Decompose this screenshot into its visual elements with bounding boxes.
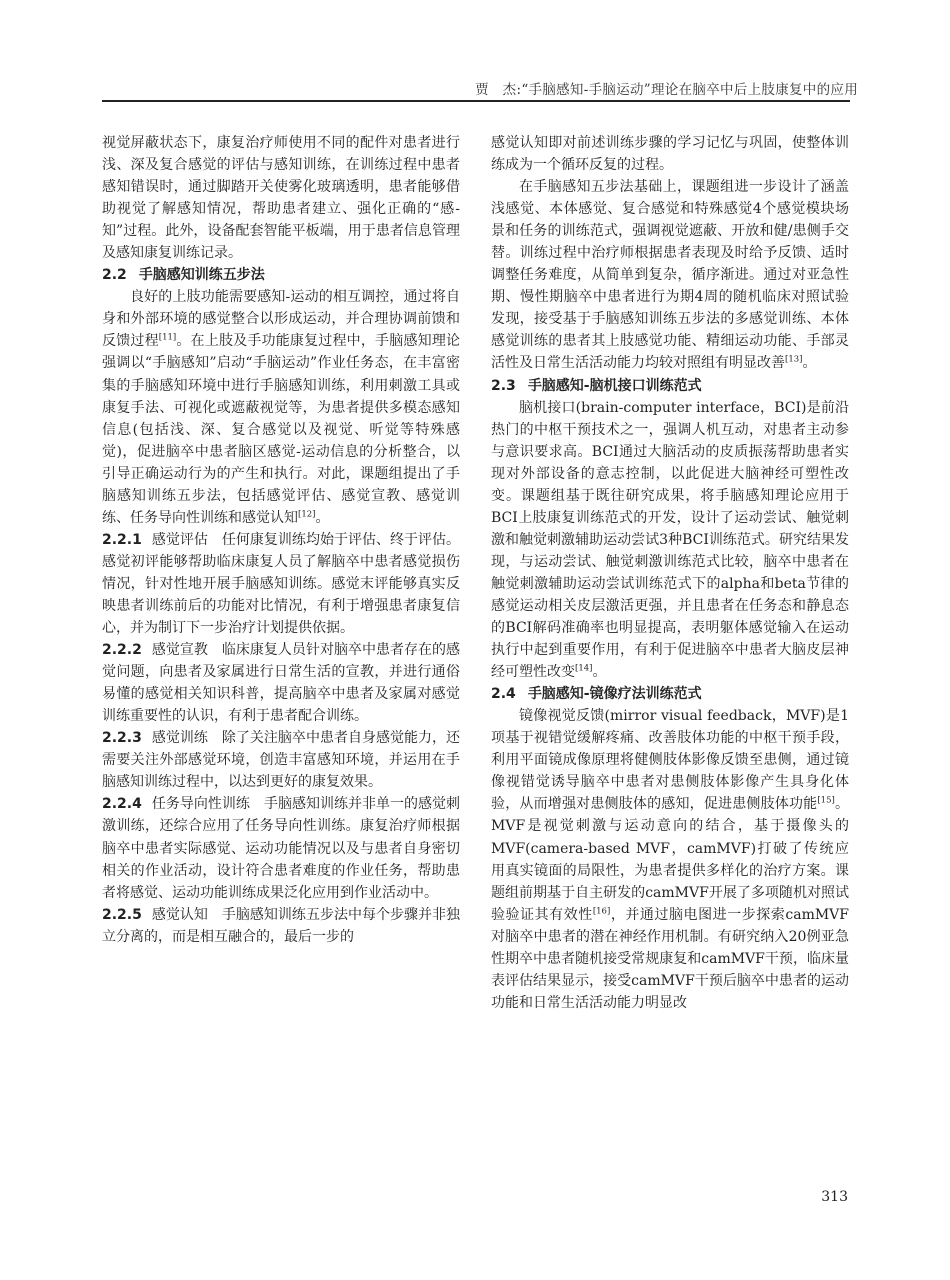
citation-12: [12] xyxy=(298,509,316,520)
subsection-2-2-5 xyxy=(102,904,460,948)
paragraph-text: 良好的上肢功能需要感知-运动的相互调控，通过将自身和外部环境的感觉整合以形成运动，并合理协调前馈和反馈过程 xyxy=(102,289,460,350)
paragraph-text: 。 xyxy=(592,664,607,681)
section-title: 手脑感知-脑机接口训练范式 xyxy=(527,377,702,394)
section-2-2-heading xyxy=(102,264,460,286)
subsection-number: 2.2.4 xyxy=(102,796,142,813)
paragraph-text: 镜像视觉反馈(mirror visual feedback，MVF)是1项基于视错觉缓解疼痛、改善肢体功能的中枢干预手段，利用平面镜成像原理将健侧肢体影像反馈至患侧，通过镜像视错觉诱导脑卒中患者对患侧肢体影像产生具身化体验，从而增强对患侧肢体的感知，促进患侧肢体功能 xyxy=(491,708,849,813)
subsection-text: 手脑感知训练并非单一的感觉刺激训练，还综合应用了任务导向性训练。康复治疗师根据脑卒中患者实际感觉、运动功能情况以及与患者自身密切相关的作业活动，设计符合患者难度的作业任务，帮助患者将感觉、运动功能训练成果泛化应用到作业活动中。 xyxy=(102,796,461,901)
subsection-title: 任务导向性训练 xyxy=(151,796,250,813)
subsection-title: 感觉认知 xyxy=(151,906,208,923)
section-2-3-heading xyxy=(491,375,849,397)
citation-14: [14] xyxy=(575,663,593,674)
paragraph-text: ，并通过脑电图进一步探索camMVF对脑卒中患者的潜在神经作用机制。有研究纳入20例亚急性期卒中患者随机接受常规康复和camMVF干预，临床量表评估结果显示，接受camMVF干预后脑卒中患者的运动功能和日常生活活动能力明显改 xyxy=(491,906,850,1011)
subsection-number: 2.2.1 xyxy=(102,531,142,548)
subsection-2-2-3 xyxy=(102,727,460,793)
subsection-2-2-2 xyxy=(102,639,460,727)
section-2-4-paragraph xyxy=(491,705,849,1014)
paragraph-text: 脑机接口(brain-computer interface，BCI)是前沿热门的中枢干预技术之一，强调人机互动，对患者主动参与意识要求高。BCI通过大脑活动的皮质振荡帮助患者实现对外部设备的意志控制，以此促进大脑神经可塑性改变。课题组基于既往研究成果，将手脑感知理论应用于BCI上肢康复训练范式的开发，设计了运动尝试、触觉刺激和触觉刺激辅助运动尝试3种BCI训练范式。研究结果发现，与运动尝试、触觉刺激训练范式比较，脑卒中患者在触觉刺激辅助运动尝试训练范式下的alpha和beta节律的感觉运动相关皮层激活更强，并且患者在任务态和静息态的BCI解码准确率也明显提高，表明躯体感觉输入在运动执行中起到重要作用，有利于促进脑卒中患者大脑皮层神经可塑性改变 xyxy=(491,399,849,681)
section-2-2-paragraph xyxy=(102,286,460,529)
right-column xyxy=(491,132,849,1014)
citation-16: [16] xyxy=(592,905,611,916)
intro-paragraph: 视觉屏蔽状态下，康复治疗师使用不同的配件对患者进行浅、深及复合感觉的评估与感知训练，在训练过程中患者感知错误时，通过脚踏开关使雾化玻璃透明，患者能够借助视觉了解感知情况，帮助患者建立、强化正确的“感-知”过程。此外，设备配套智能平板端，用于患者信息管理及感知康复训练记录。 xyxy=(102,135,460,262)
paragraph-text: 。MVF是视觉刺激与运动意向的结合，基于摄像头的MVF(camera-based MVF，camMVF)打破了传统应用真实镜面的局限性，为患者提供多样化的治疗方案。课题组前期基于自主研发的camMVF开展了多项随机对照试验验证其有效性 xyxy=(491,796,850,923)
left-column xyxy=(102,132,460,948)
subsection-number: 2.2.3 xyxy=(102,730,142,747)
continuation-paragraph: 感觉认知即对前述训练步骤的学习记忆与巩固，使整体训练成为一个循环反复的过程。 xyxy=(491,135,849,174)
section-number: 2.3 xyxy=(491,377,516,394)
section-2-4-heading xyxy=(491,683,849,705)
citation-11: [11] xyxy=(158,332,177,343)
section-2-3-paragraph xyxy=(491,397,849,684)
subsection-text: 临床康复人员针对脑卒中患者存在的感觉问题，向患者及家属进行日常生活的宣教，并进行通俗易懂的感觉相关知识科普，提高脑卒中患者及家属对感觉训练重要性的认识，有利于患者配合训练。 xyxy=(102,642,461,725)
subsection-number: 2.2.5 xyxy=(102,906,142,923)
paragraph-text: 。 xyxy=(315,509,330,526)
section-title: 手脑感知-镜像疗法训练范式 xyxy=(527,686,702,703)
subsection-2-2-4 xyxy=(102,793,460,903)
subsection-text: 除了关注脑卒中患者自身感觉能力，还需要关注外部感觉环境，创造丰富感知环境，并运用在手脑感知训练过程中，以达到更好的康复效果。 xyxy=(102,730,461,791)
paragraph-text: 。在上肢及手功能康复过程中，手脑感知理论强调以“手脑感知”启动“手脑运动”作业任务态，在丰富密集的手脑感知环境中进行手脑感知训练，利用刺激工具或康复手法、可视化或遮蔽视觉等，为患者提供多模态感知信息(包括浅、深、复合感觉以及视觉、听觉等特殊感觉)，促进脑卒中患者脑区感觉-运动信息的分析整合，以引导正确运动行为的产生和执行。对此，课题组提出了手脑感知训练五步法，包括感觉评估、感觉宣教、感觉训练、任务导向性训练和感觉认知 xyxy=(102,333,461,526)
subsection-text: 任何康复训练均始于评估、终于评估。感觉初评能够帮助临床康复人员了解脑卒中患者感觉损伤情况，针对性地开展手脑感知训练。感觉末评能够真实反映患者训练前后的功能对比情况，有利于增强患者康复信心，并为制订下一步治疗计划提供依据。 xyxy=(102,531,461,637)
citation-13: [13] xyxy=(785,354,803,365)
subsection-number: 2.2.2 xyxy=(102,642,142,659)
subsection-title: 感觉宣教 xyxy=(151,642,208,659)
citation-15: [15] xyxy=(817,795,835,806)
page-number: 313 xyxy=(821,1189,848,1205)
paragraph-text: 。 xyxy=(802,355,817,372)
subsection-title: 感觉评估 xyxy=(151,531,208,548)
paragraph-text: 在手脑感知五步法基础上，课题组进一步设计了涵盖浅感觉、本体感觉、复合感觉和特殊感觉4个感觉模块场景和任务的训练范式，强调视觉遮蔽、开放和健/患侧手交替。训练过程中治疗师根据患者表现及时给予反馈、适时调整任务难度，从简单到复杂，循序渐进。通过对亚急性期、慢性期脑卒中患者进行为期4周的随机临床对照试验发现，接受基于手脑感知训练五步法的多感觉训练、本体感觉训练的患者其上肢感觉功能、精细运动功能、手部灵活性及日常生活活动能力均较对照组有明显改善 xyxy=(491,179,849,372)
section-title: 手脑感知训练五步法 xyxy=(138,267,265,284)
section-number: 2.4 xyxy=(491,686,516,703)
subsection-text: 手脑感知训练五步法中每个步骤并非独立分离的，而是相互融合的，最后一步的 xyxy=(102,906,461,945)
subsection-2-2-1 xyxy=(102,529,460,639)
running-header: 贾 杰:“手脑感知-手脑运动”理论在脑卒中后上肢康复中的应用 xyxy=(475,82,858,98)
subsection-title: 感觉训练 xyxy=(151,730,208,747)
header-rule xyxy=(102,100,850,102)
section-number: 2.2 xyxy=(102,267,127,284)
design-paragraph xyxy=(491,176,849,374)
